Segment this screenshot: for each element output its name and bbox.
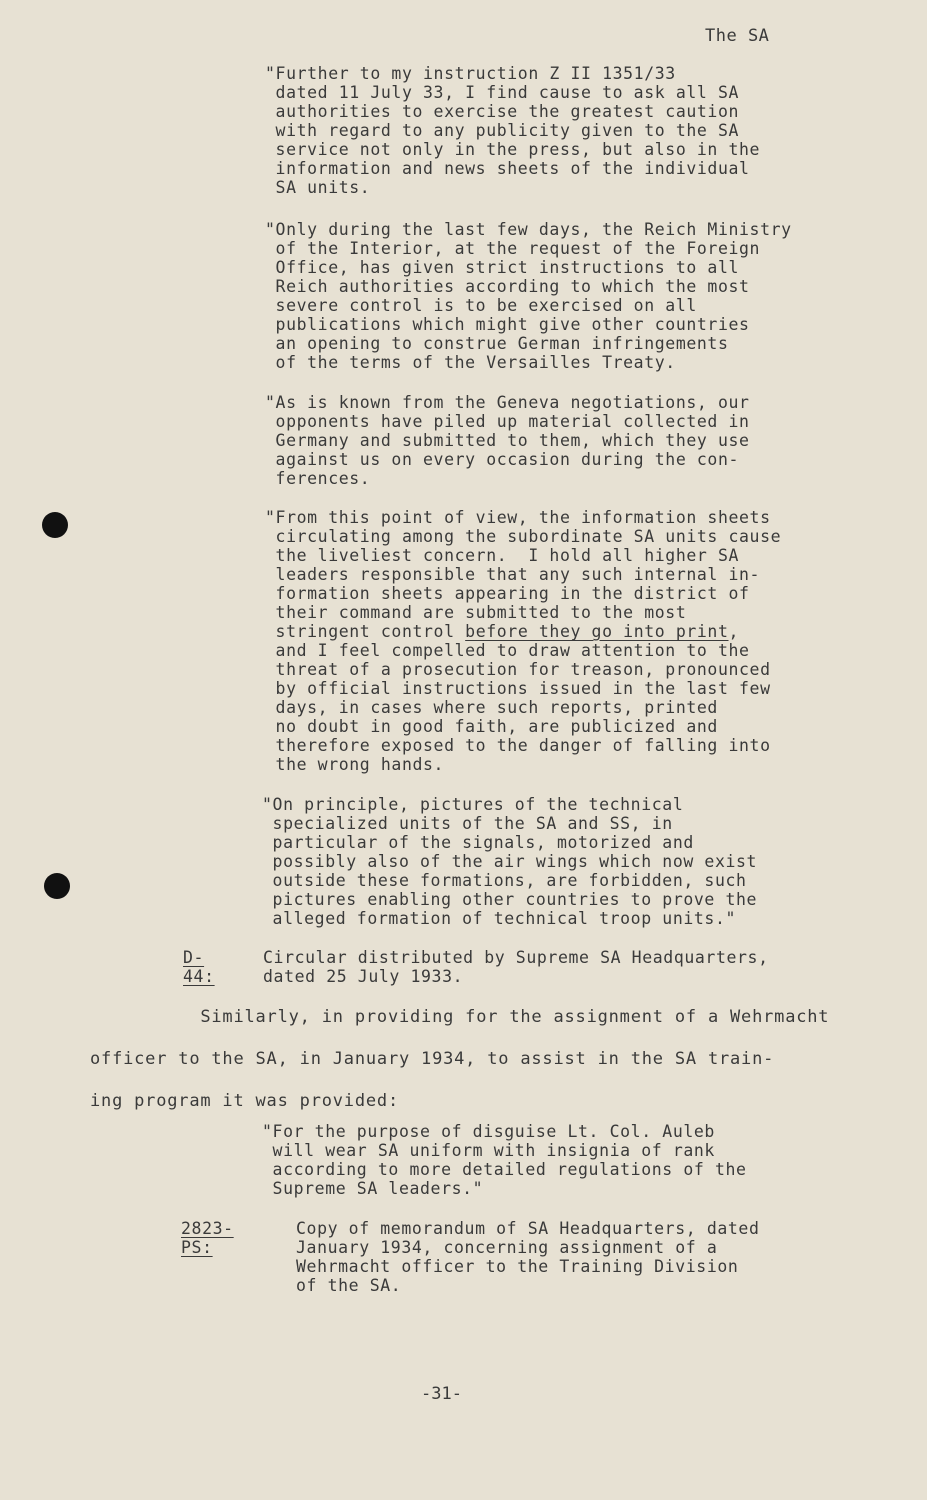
page-number: -31- [421,1384,462,1404]
punch-hole [42,512,68,538]
reference-text: Circular distributed by Supreme SA Headquarters, dated 25 July 1933. [263,948,769,986]
reference-label: 2823-PS: [181,1219,234,1257]
reference-text: Copy of memorandum of SA Headquarters, dated January 1934, concerning assignment of a Wehrmacht officer to the Training Division of the SA. [296,1219,760,1295]
quote-paragraph: "Further to my instruction Z II 1351/33 dated 11 July 33, I find cause to ask all SA authorities to exercise the greatest caution with regard to any publicity given to the SA service not only in the press, but also in the information and news sheets of the individual SA units. [265,64,761,197]
underlined-phrase: before they go into print [465,622,729,641]
quote-paragraph [265,508,781,774]
punch-hole [44,873,70,899]
reference-label: D-44: [183,948,215,986]
body-paragraph: Similarly, in providing for the assignment of a Wehrmacht officer to the SA, in January 1934, to assist in the SA train- ing program it was provided: [90,1007,830,1111]
quote-paragraph: "On principle, pictures of the technical specialized units of the SA and SS, in particular of the signals, motorized and possibly also of the air wings which now exist outside these formations, are forbidden, such pictures enabling other countries to prove the alleged formation of technical troop units." [262,795,758,928]
quote-paragraph: "Only during the last few days, the Reich Ministry of the Interior, at the request of the Foreign Office, has given strict instructions to all Reich authorities according to which the most severe control is to be exercised on all publications which might give other countries an opening to construe German infringements of the terms of the Versailles Treaty. [265,220,792,372]
quote-text: "From this point of view, the information sheets circulating among the subordinate SA units cause the liveliest concern. I hold all higher SA leaders responsible that any such internal in- formation sheets appearing in the district of their command are submitted to the most stringent control [265,508,782,641]
quote-text: , and I feel compelled to draw attention to the threat of a prosecution for treason, pronounced by official instructions issued in the last few days, in cases where such reports, printed no doubt in good faith, are publicized and therefore exposed to the danger of falling into the wrong hands. [275,622,771,774]
quote-paragraph: "As is known from the Geneva negotiations, our opponents have piled up material collected in Germany and submitted to them, which they use against us on every occasion during the con- ferences. [265,393,750,488]
quote-paragraph: "For the purpose of disguise Lt. Col. Auleb will wear SA uniform with insignia of rank according to more detailed regulations of the Supreme SA leaders." [262,1122,747,1198]
page-header: The SA [705,26,770,46]
